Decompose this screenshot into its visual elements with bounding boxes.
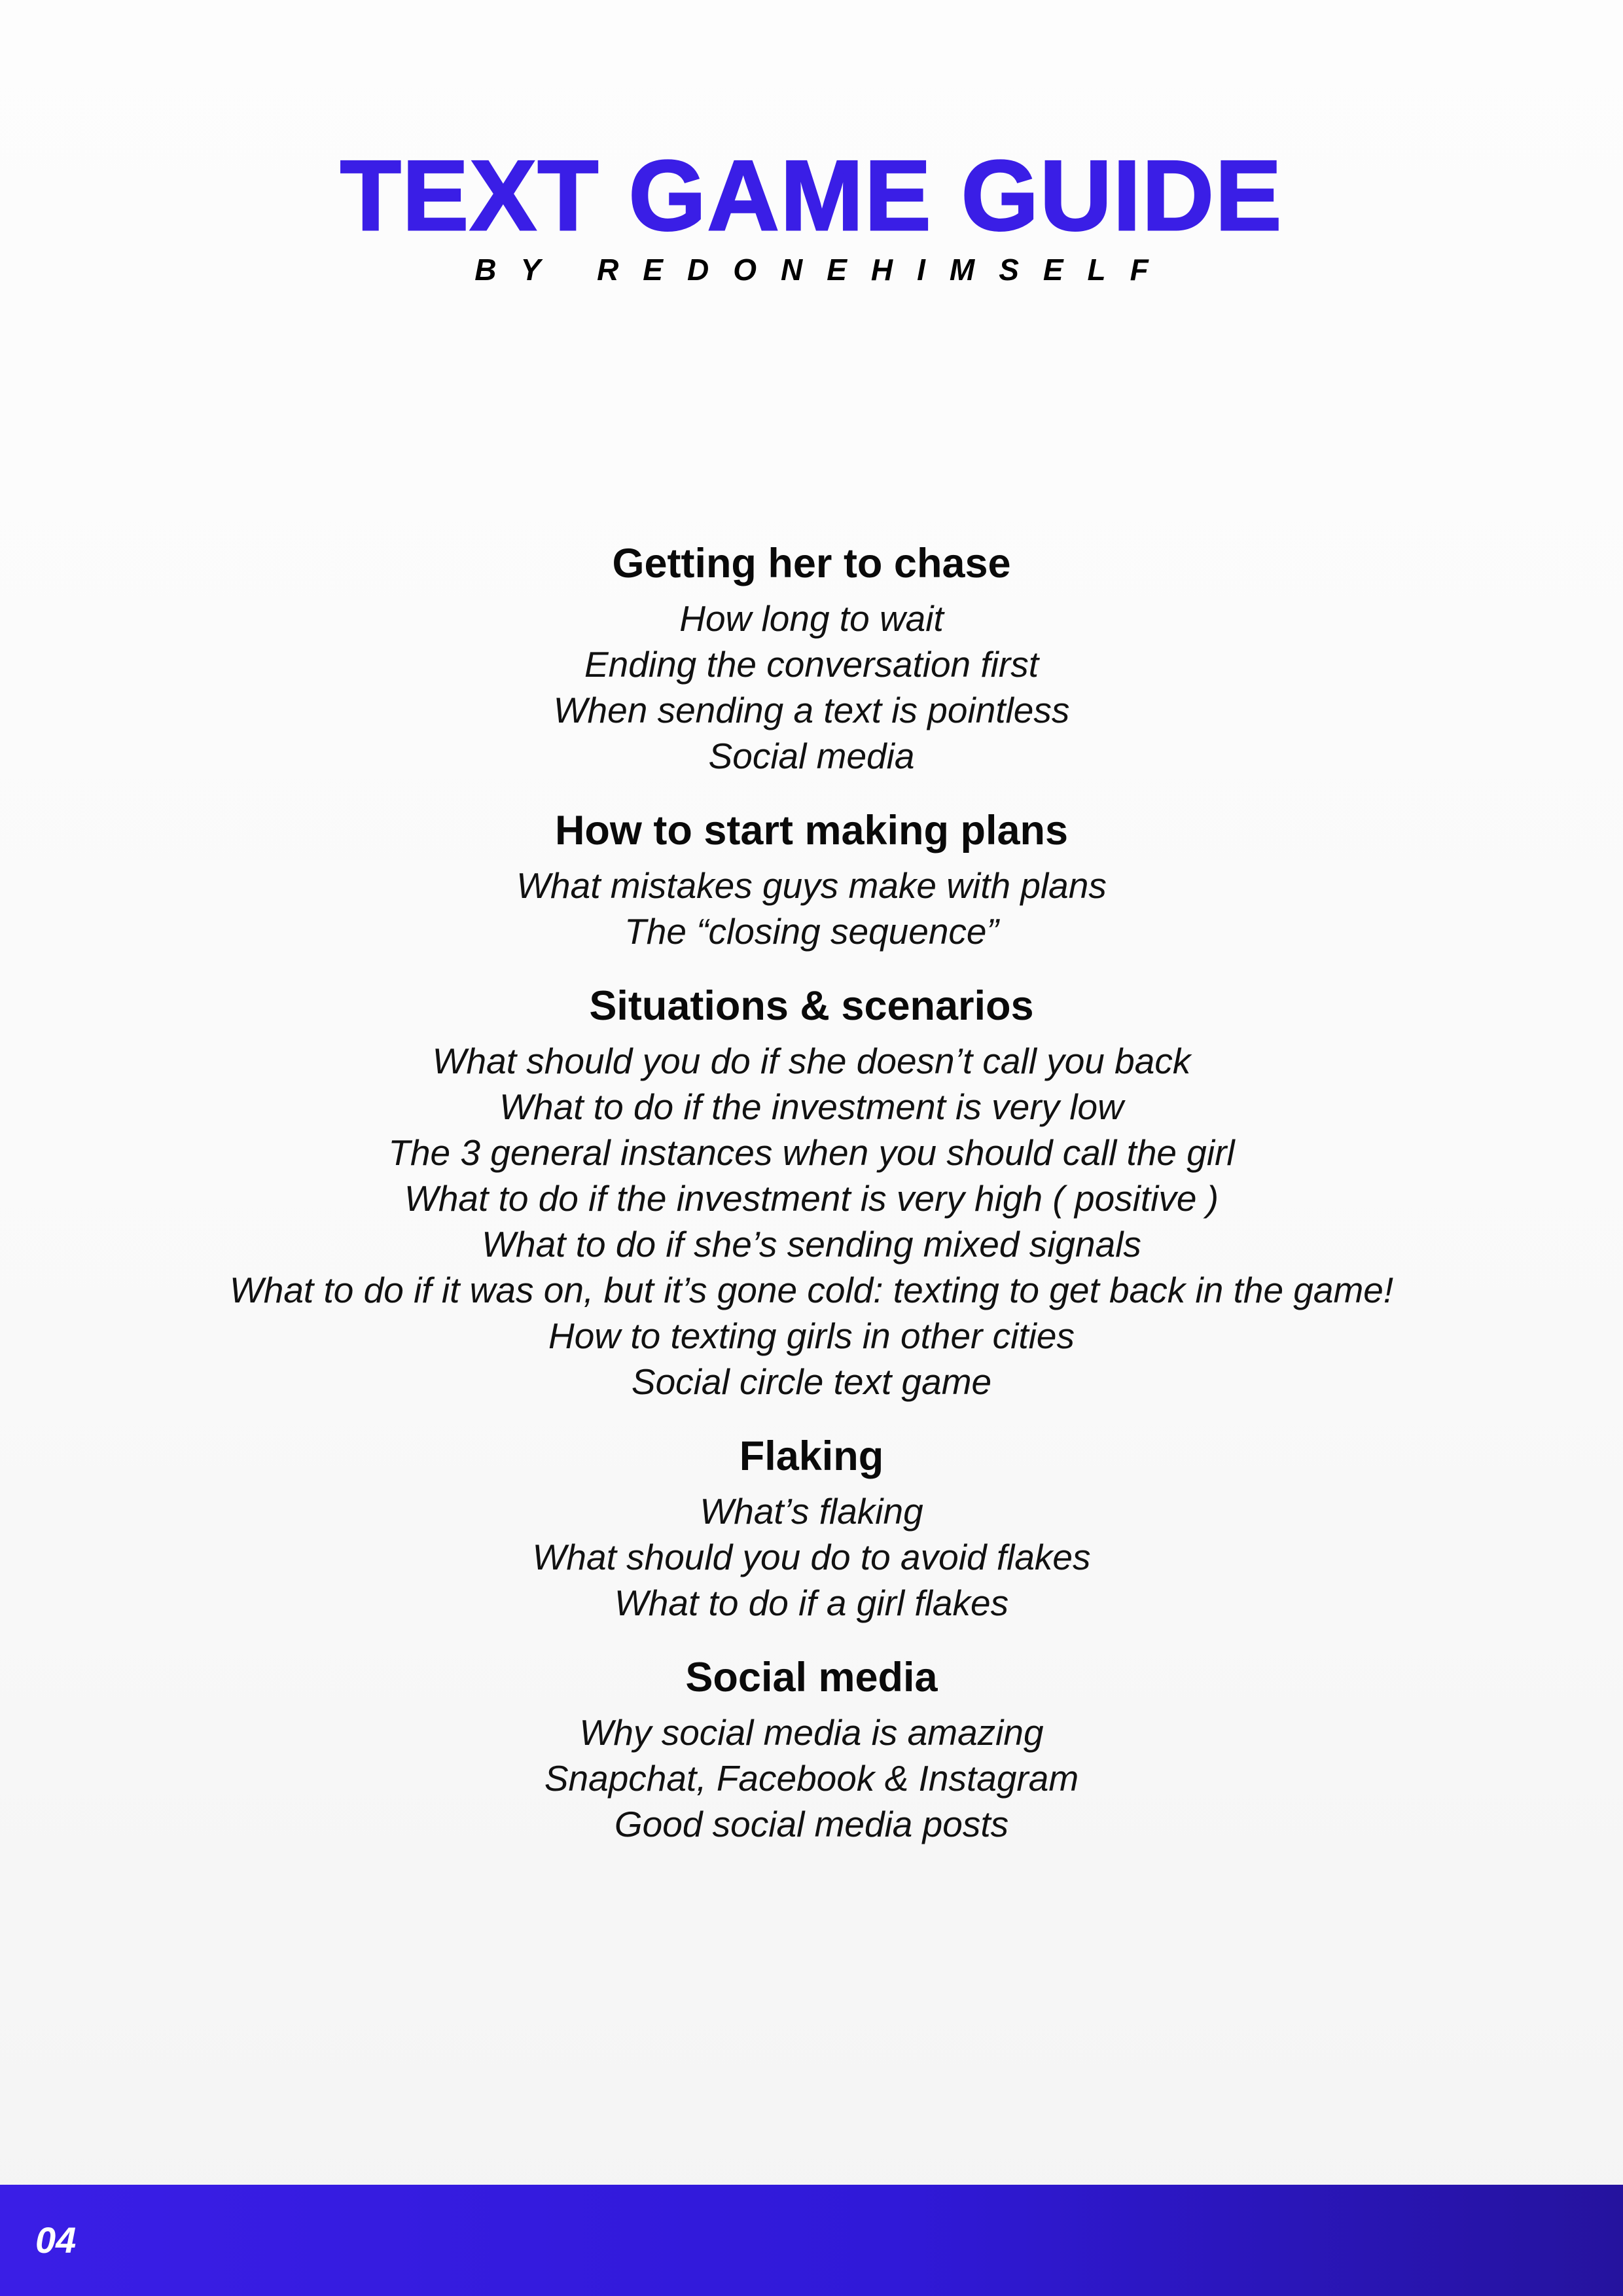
toc-item: Why social media is amazing — [579, 1712, 1044, 1753]
toc-section-heading: How to start making plans — [554, 808, 1069, 853]
toc-item: What to do if the investment is very high ( positive ) — [404, 1178, 1219, 1219]
toc-section-making-plans — [0, 798, 1623, 954]
toc-item: Ending the conversation first — [584, 644, 1039, 685]
toc-item: What to do if it was on, but it’s gone cold: texting to get back in the game! — [229, 1270, 1394, 1310]
toc-item: When sending a text is pointless — [553, 690, 1070, 730]
toc-section-heading: Flaking — [739, 1433, 884, 1479]
toc-item: Snapchat, Facebook & Instagram — [544, 1758, 1079, 1799]
toc-item: What to do if a girl flakes — [614, 1583, 1009, 1623]
toc-item: How long to wait — [679, 598, 944, 639]
toc-section-heading: Social media — [685, 1655, 938, 1700]
toc-item: The “closing sequence” — [624, 911, 999, 952]
toc-section-social-media — [0, 1645, 1623, 1847]
table-of-contents — [0, 531, 1623, 1867]
toc-item: The 3 general instances when you should call the girl — [388, 1132, 1235, 1173]
toc-section-heading: Getting her to chase — [612, 541, 1011, 586]
toc-section-heading: Situations & scenarios — [589, 983, 1034, 1029]
toc-item: What to do if the investment is very low — [499, 1086, 1124, 1127]
toc-item: Social media — [708, 736, 915, 776]
toc-item: What should you do if she doesn’t call you back — [432, 1041, 1191, 1081]
toc-item: Social circle text game — [631, 1361, 992, 1402]
document-title: TEXT GAME GUIDE — [340, 140, 1283, 251]
document-byline: BY REDONEHIMSELF — [474, 253, 1173, 287]
page-number: 04 — [35, 2219, 77, 2261]
toc-section-situations-scenarios — [0, 974, 1623, 1405]
toc-item: How to texting girls in other cities — [548, 1316, 1075, 1356]
toc-item: What mistakes guys make with plans — [516, 865, 1107, 906]
toc-item: What should you do to avoid flakes — [532, 1537, 1091, 1577]
footer-bar — [0, 2185, 1623, 2296]
toc-section-flaking — [0, 1424, 1623, 1626]
toc-item: What’s flaking — [700, 1491, 923, 1532]
toc-item: Good social media posts — [614, 1804, 1009, 1844]
toc-item: What to do if she’s sending mixed signals — [482, 1224, 1141, 1265]
toc-section-getting-her-to-chase — [0, 531, 1623, 779]
